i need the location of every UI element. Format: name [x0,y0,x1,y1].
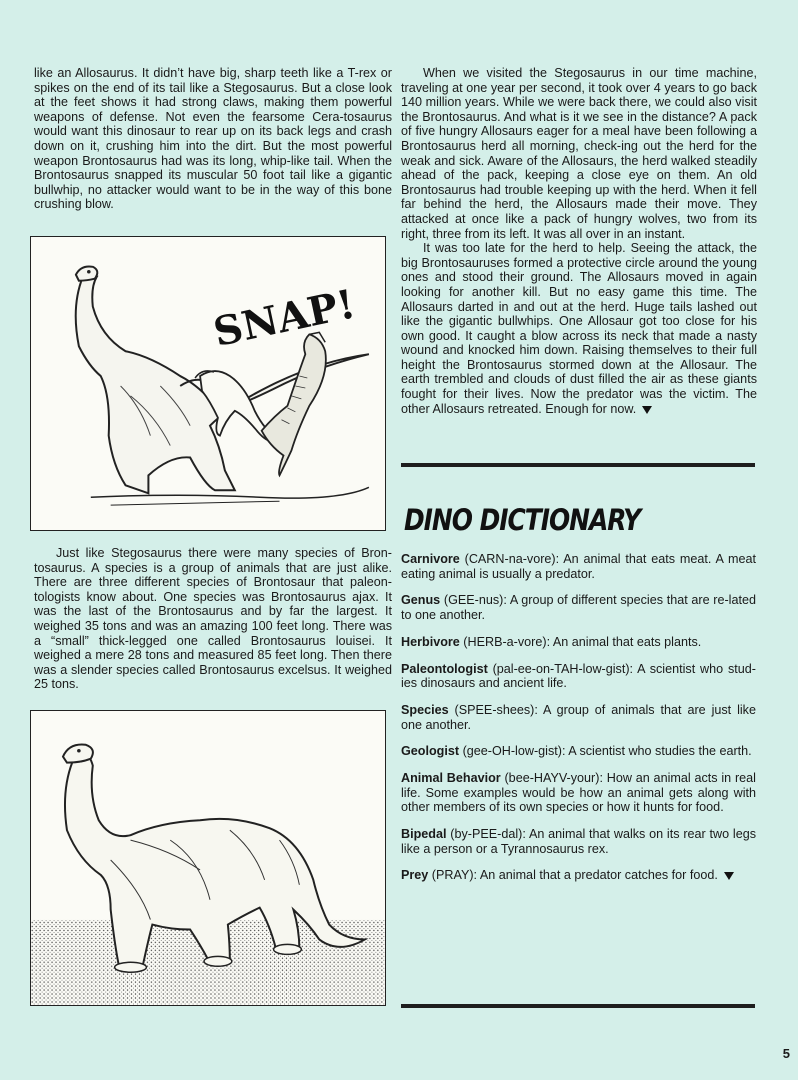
page-number: 5 [782,1046,790,1061]
snap-sound-effect: SNAP! [209,281,360,356]
dictionary-entry: Species (SPEE-shees): A group of animals that are just like one another. [401,702,756,732]
end-of-story-triangle-icon [642,406,652,414]
left-column-paragraph-1: like an Allosaurus. It didn’t have big, sharp teeth like a T-rex or spikes on the end of its tail like a Stegosaurus. But a close look at the feet shows it had strong claws, making them powerful weapons of defense. Not even the fearsome Cera-tosaurus would want this dinosaur to rear up on its back legs and crash down on it, crushing him into the dirt. But the most powerful weapon Brontosaurus had was its long, whip-like tail. When the Brontosaurus snapped its muscular 50 foot tail like a gigantic bullwhip, no attacker would want to be in the way of this bone crushing blow. [34,66,392,212]
dictionary-entry: Bipedal (by-PEE-dal): An animal that walks on its rear two legs like a person or a Tyrannosaurus rex. [401,827,756,856]
bottom-divider-rule [401,1004,755,1008]
dictionary-entry: Genus (GEE-nus): A group of different species that are re-lated to one another. [401,593,756,622]
brontosaurus-standing-illustration [30,710,386,1006]
dictionary-entry: Geologist (gee-OH-low-gist): A scientist who studies the earth. [401,744,752,759]
right-column-story: When we visited the Stegosaurus in our time machine, traveling at one year per second, it took over 4 years to go back 140 million years. While we were back there, we could also visit the Brontosaurus. And what is it we see in the distance? A pack of five hungry Allosaurs eager for a meal have been following a Brontosaurus herd all morning, check-ing out the herd for the weak and sick. Aware of the Allosaurs, the herd walked steadily ahead of the pack, keeping a close eye on them. An old Brontosaurus had trouble keeping up with the herd. When it fell far behind the herd, the Allosaurs made their move. They attacked at once like a pack of hungry wolves, two from its right, three from its left. It was all over in an instant. It was too late for the herd to help. Seeing the attack, the big Brontosauruses formed a protective circle around the young ones and stood their ground. The Allosaurs moved in again looking for another kill. But no easy game this time. The Allosaurs darted in and out at the herd. Huge tails lashed out like the gigantic bullwhips. One Allosaur got too close for his own good. It caught a blow across its neck that made a nasty wound and knocked him down. Raising themselves to their full height the Brontosaurus stormed down at the Allosaur. The earth trembled and clouds of dust filled the air as these giants fought for their lives. Now the predator was the victim. The other Allosaurs retreated. Enough for now. [401,66,757,416]
dictionary-entry: Carnivore (CARN-na-vore): An animal that eats meat. A meat eating animal is usually a predator. [401,552,756,581]
dictionary-entry: Herbivore (HERB-a-vore): An animal that eats plants. [401,634,702,649]
dino-dictionary-heading: DINO DICTIONARY [404,503,641,537]
dino-dictionary-list [401,552,756,895]
dictionary-entry: Paleontologist (pal-ee-on-TAH-low-gist): A scientist who stud-ies dinosaurs and ancient life. [401,661,756,691]
left-column-paragraph-2: Just like Stegosaurus there were many species of Bron-tosaurus. A species is a group of animals that are just alike. There are three different species of Brontosaur that paleon-tologists know about. One species was Brontosaurus ajax. It was the last of the Brontosaurus and by far the largest. It weighed 35 tons and was an amazing 100 feet long. There was a “small” thick-legged one called Brontosaurus louisei. It weighed a mere 28 tons and measured 85 feet long. Then there was a slender species called Brontosaurus excelsus. It weighed 25 tons. [34,546,392,692]
dictionary-entry: Prey (PRAY): An animal that a predator catches for food. [401,868,756,883]
dictionary-entry: Animal Behavior (bee-HAYV-your): How an animal acts in real life. Some examples would be how an animal gets along with other members of its own species or how it hunts for food. [401,771,756,815]
end-of-dictionary-triangle-icon [724,872,734,880]
section-divider-rule [401,463,755,467]
brontosaurus-tail-snap-illustration [30,236,386,531]
